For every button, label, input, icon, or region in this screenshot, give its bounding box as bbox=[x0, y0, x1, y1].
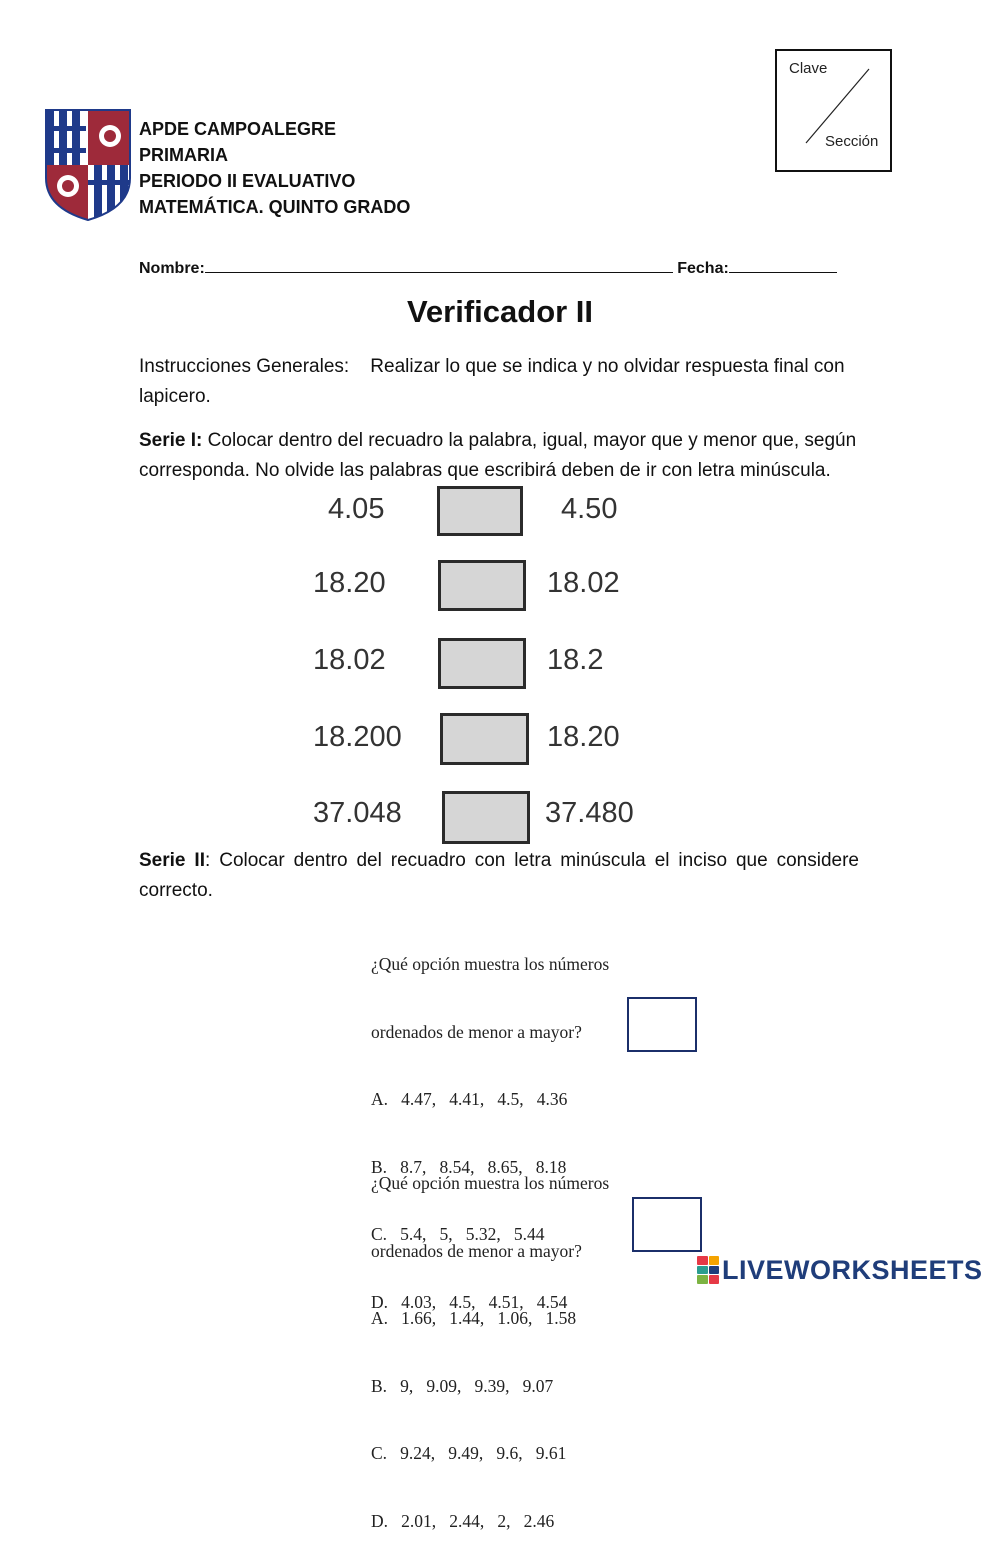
row4-answer-box[interactable] bbox=[440, 713, 529, 765]
school-header bbox=[139, 116, 410, 220]
school-subject: MATEMÁTICA. QUINTO GRADO bbox=[139, 197, 411, 217]
row2-right-number: 18.02 bbox=[547, 567, 620, 599]
instructions-text: Realizar lo que se indica y no olvidar respuesta final con lapicero. bbox=[139, 356, 845, 407]
question-2-answer-box[interactable] bbox=[632, 1197, 702, 1252]
name-date-row bbox=[139, 257, 837, 278]
question-1-prompt-line2: ordenados de menor a mayor? bbox=[371, 1021, 582, 1042]
row3-left-number: 18.02 bbox=[313, 644, 386, 676]
general-instructions bbox=[139, 352, 859, 412]
nombre-label: Nombre: bbox=[139, 260, 205, 277]
school-period: PERIODO II EVALUATIVO bbox=[139, 171, 356, 191]
serie1-label: Serie I: bbox=[139, 430, 203, 451]
question-1-option-b: B. 8.7, 8.54, 8.65, 8.18 bbox=[371, 1156, 567, 1177]
row5-left-number: 37.048 bbox=[313, 797, 402, 829]
school-level: PRIMARIA bbox=[139, 145, 228, 165]
question-1-option-c: C. 5.4, 5, 5.32, 5.44 bbox=[371, 1224, 545, 1244]
question-2-option-b: B. 9, 9.09, 9.39, 9.07 bbox=[371, 1375, 554, 1396]
question-2-option-a: A. 1.66, 1.44, 1.06, 1.58 bbox=[371, 1308, 577, 1328]
serie1-instructions bbox=[139, 426, 859, 486]
question-2-prompt-line2: ordenados de menor a mayor? bbox=[371, 1240, 582, 1261]
fecha-field[interactable] bbox=[729, 257, 837, 273]
question-2-prompt-line1: ¿Qué opción muestra los números bbox=[371, 1173, 610, 1193]
question-1-prompt-line1: ¿Qué opción muestra los números bbox=[371, 954, 610, 974]
row2-left-number: 18.20 bbox=[313, 567, 386, 599]
row3-answer-box[interactable] bbox=[438, 638, 526, 689]
liveworksheets-text: LIVEWORKSHEETS bbox=[722, 1254, 983, 1285]
fecha-label: Fecha: bbox=[677, 260, 729, 277]
question-1-answer-box[interactable] bbox=[627, 997, 697, 1052]
question-2 bbox=[371, 1127, 609, 1555]
row5-right-number: 37.480 bbox=[545, 797, 634, 829]
school-name: APDE CAMPOALEGRE bbox=[139, 119, 337, 139]
row2-answer-box[interactable] bbox=[438, 560, 526, 611]
question-1-option-a: A. 4.47, 4.41, 4.5, 4.36 bbox=[371, 1089, 568, 1109]
serie2-label: Serie II bbox=[139, 850, 205, 871]
serie2-text: : Colocar dentro del recuadro con letra minúscula el inciso que considere correcto. bbox=[139, 850, 859, 901]
serie2-instructions bbox=[139, 846, 859, 906]
clave-seccion-box[interactable] bbox=[775, 49, 892, 172]
row1-answer-box[interactable] bbox=[437, 486, 523, 536]
instructions-label: Instrucciones Generales: bbox=[139, 356, 350, 377]
seccion-label: Sección bbox=[825, 133, 879, 150]
row4-left-number: 18.200 bbox=[313, 721, 402, 753]
question-1-option-d: D. 4.03, 4.5, 4.51, 4.54 bbox=[371, 1291, 568, 1312]
page-title: Verificador II bbox=[406, 294, 594, 329]
school-crest-logo bbox=[44, 108, 132, 222]
liveworksheets-mark-icon bbox=[697, 1256, 719, 1284]
row1-left-number: 4.05 bbox=[328, 493, 385, 525]
row3-right-number: 18.2 bbox=[547, 644, 604, 676]
row5-answer-box[interactable] bbox=[442, 791, 530, 844]
liveworksheets-logo[interactable] bbox=[697, 1253, 983, 1287]
question-2-option-c: C. 9.24, 9.49, 9.6, 9.61 bbox=[371, 1443, 567, 1463]
clave-label: Clave bbox=[789, 60, 828, 77]
row4-right-number: 18.20 bbox=[547, 721, 620, 753]
nombre-field[interactable] bbox=[205, 257, 673, 273]
question-2-option-d: D. 2.01, 2.44, 2, 2.46 bbox=[371, 1510, 555, 1531]
serie1-text: Colocar dentro del recuadro la palabra, igual, mayor que y menor que, según corresponda. No olvide las palabras que escribirá deben de ir con letra minúscula. bbox=[139, 430, 857, 481]
row1-right-number: 4.50 bbox=[561, 493, 618, 525]
